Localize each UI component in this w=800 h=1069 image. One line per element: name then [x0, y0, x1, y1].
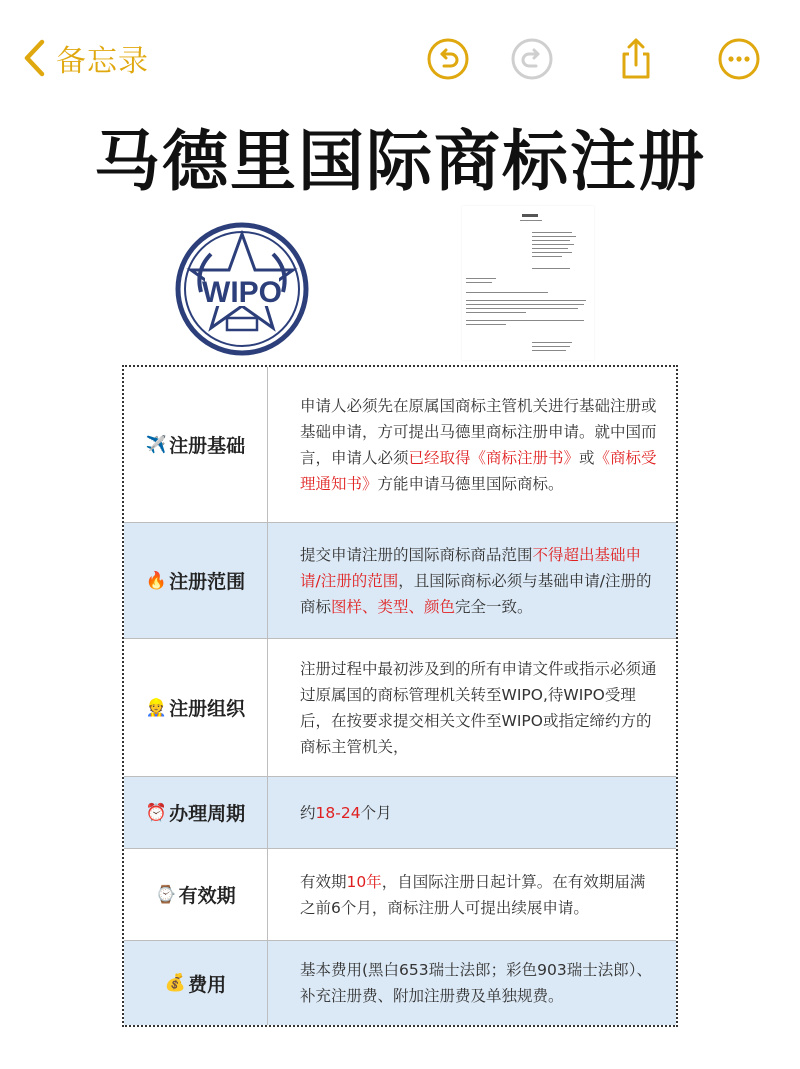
row-label-text: 注册基础 [169, 435, 246, 457]
watch-icon: ⌚ [155, 884, 177, 905]
page-title: 马德里国际商标注册 [94, 122, 706, 200]
money-bag-icon: 💰 [164, 973, 187, 993]
document-thumbnail [462, 206, 594, 360]
row-description: 有效期10年，自国际注册日起计算。在有效期届满之前6个月，商标注册人可提出续展申请。 [300, 872, 646, 917]
share-icon [614, 37, 658, 81]
row-label-text: 有效期 [178, 885, 236, 907]
alarm-clock-icon: ⏰ [145, 802, 168, 823]
redo-icon [510, 37, 554, 81]
row-label [124, 367, 268, 522]
share-button[interactable] [614, 37, 658, 81]
back-label: 备忘录 [56, 44, 149, 79]
logo-text: WIPO [202, 276, 282, 309]
undo-button[interactable] [426, 37, 470, 81]
row-description: 申请人必须先在原属国商标主管机关进行基础注册或基础申请，方可提出马德里商标注册申请。就中国而言，申请人必须已经取得《商标注册书》或《商标受理通知书》方能申请马德里国际商标。 [300, 396, 657, 493]
table-row-organization [124, 639, 676, 777]
row-label [124, 523, 268, 638]
more-icon [717, 37, 761, 81]
row-label [124, 777, 268, 848]
row-label [124, 849, 268, 940]
row-label-text: 办理周期 [169, 803, 246, 825]
table-row-period [124, 777, 676, 849]
row-description: 提交申请注册的国际商标商品范围不得超出基础申请/注册的范围，且国际商标必须与基础申请/注册的商标图样、类型、颜色完全一致。 [300, 545, 652, 616]
redo-button[interactable] [510, 37, 554, 81]
row-description: 基本费用(黑白653瑞士法郎；彩色903瑞士法郎）、补充注册费、附加注册费及单独规费。 [300, 961, 652, 1005]
undo-icon [426, 37, 470, 81]
table-row-validity [124, 849, 676, 941]
row-label [124, 639, 268, 776]
back-button[interactable] [22, 36, 149, 80]
more-button[interactable] [717, 37, 761, 81]
table-row-scope [124, 523, 676, 639]
worker-icon: 👷 [145, 697, 168, 718]
row-description: 注册过程中最初涉及到的所有申请文件或指示必须通过原属国的商标管理机关转至WIPO,待WIPO受理后，在按要求提交相关文件至WIPO或指定缔约方的商标主管机关， [300, 659, 657, 756]
table-row-fees [124, 941, 676, 1025]
row-label [124, 941, 268, 1025]
row-label-text: 费用 [188, 973, 227, 996]
wipo-logo [175, 222, 309, 356]
chevron-left-icon [22, 38, 48, 78]
row-description: 约18-24个月 [300, 803, 392, 822]
table-row-basis [124, 367, 676, 523]
navigation-bar [0, 0, 800, 120]
row-label-text: 注册范围 [169, 571, 246, 593]
airplane-icon: ✈️ [145, 434, 168, 455]
info-table [122, 365, 678, 1027]
fire-icon: 🔥 [145, 570, 168, 591]
row-label-text: 注册组织 [169, 698, 246, 720]
